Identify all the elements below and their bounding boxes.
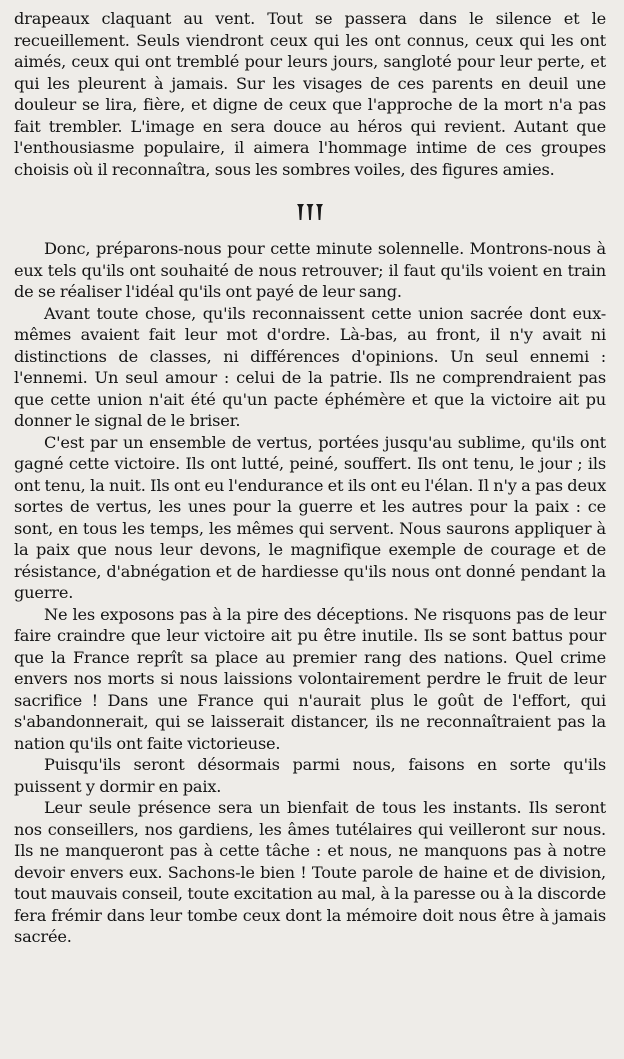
document-page	[14, 8, 606, 948]
paragraph: Ne les exposons pas à la pire des déceptions. Ne risquons pas de leur faire craindre que leur victoire ait pu être inutile. Ils se sont battus pour que la France reprît sa place au premier rang des nations. Quel crime envers nos morts si nous laissions volontairement perdre le fruit de leur sacrifice ! Dans une France qui n'aurait plus le goût de l'effort, qui s'abandonnerait, qui se laisserait distancer, ils ne reconnaîtraient pas la nation qu'ils ont faite victorieuse.	[14, 604, 606, 753]
paragraph: Donc, préparons-nous pour cette minute solennelle. Montrons-nous à eux tels qu'ils ont souhaité de nous retrouver; il faut qu'ils voient en train de se réaliser l'idéal qu'ils ont payé de leur sang.	[14, 239, 606, 301]
paragraph: Leur seule présence sera un bienfait de tous les instants. Ils seront nos conseillers, nos gardiens, les âmes tutélaires qui veilleront sur nous. Ils ne manqueront pas à cette tâche : et nous, ne manquons pas à notre devoir envers eux. Sachons-le bien ! Toute parole de haine et de division, tout mauvais conseil, toute excitation au mal, à la paresse ou à la discorde fera frémir dans leur tombe ceux dont la mémoire doit nous être à jamais sacrée.	[14, 798, 606, 946]
paragraph: C'est par un ensemble de vertus, portées jusqu'au sublime, qu'ils ont gagné cette victoire. Ils ont lutté, peiné, souffert. Ils ont tenu, le jour ; ils ont tenu, la nuit. Ils ont eu l'endurance et ils ont eu l'élan. Il n'y a pas deux sortes de vertus, les unes pour la guerre et les autres pour la paix : ce sont, en tous les temps, les mêmes qui servent. Nous saurons appliquer à la paix que nous leur devons, le magnifique exemple de courage et de résistance, d'abnégation et de hardiesse qu'ils nous ont donné pendant la guerre.	[14, 432, 606, 602]
paragraph: Avant toute chose, qu'ils reconnaissent cette union sacrée dont eux-mêmes avaient fait leur mot d'ordre. Là-bas, au front, il n'y avait ni distinctions de classes, ni différences d'opinions. Un seul ennemi : l'ennemi. Un seul amour : celui de la patrie. Ils ne comprendraient pas que cette union n'ait été qu'un pacte éphémère et que la victoire ait pu donner le signal de le briser.	[14, 303, 606, 430]
article-section	[14, 238, 606, 948]
section-ornament	[14, 186, 606, 238]
paragraph-continued: drapeaux claquant au vent. Tout se passera dans le silence et le recueillement. Seuls viendront ceux qui les ont connus, ceux qui les ont aimés, ceux qui ont tremblé pour leurs jours, sangloté pour leur perte, et qui les pleurent à jamais. Sur les visages de ces parents en deuil une douleur se lira, fière, et digne de ceux que l'approche de la mort n'a pas fait trembler. L'image en sera douce au héros qui revient. Autant que l'enthousiasme populaire, il aimera l'hommage intime de ces groupes choisis où il reconnaîtra, sous les sombres voiles, des figures amies.	[14, 9, 606, 179]
triple-flame-ornament-icon	[296, 203, 324, 221]
paragraph: Puisqu'ils seront désormais parmi nous, faisons en sorte qu'ils puissent y dormir en paix.	[14, 755, 606, 796]
